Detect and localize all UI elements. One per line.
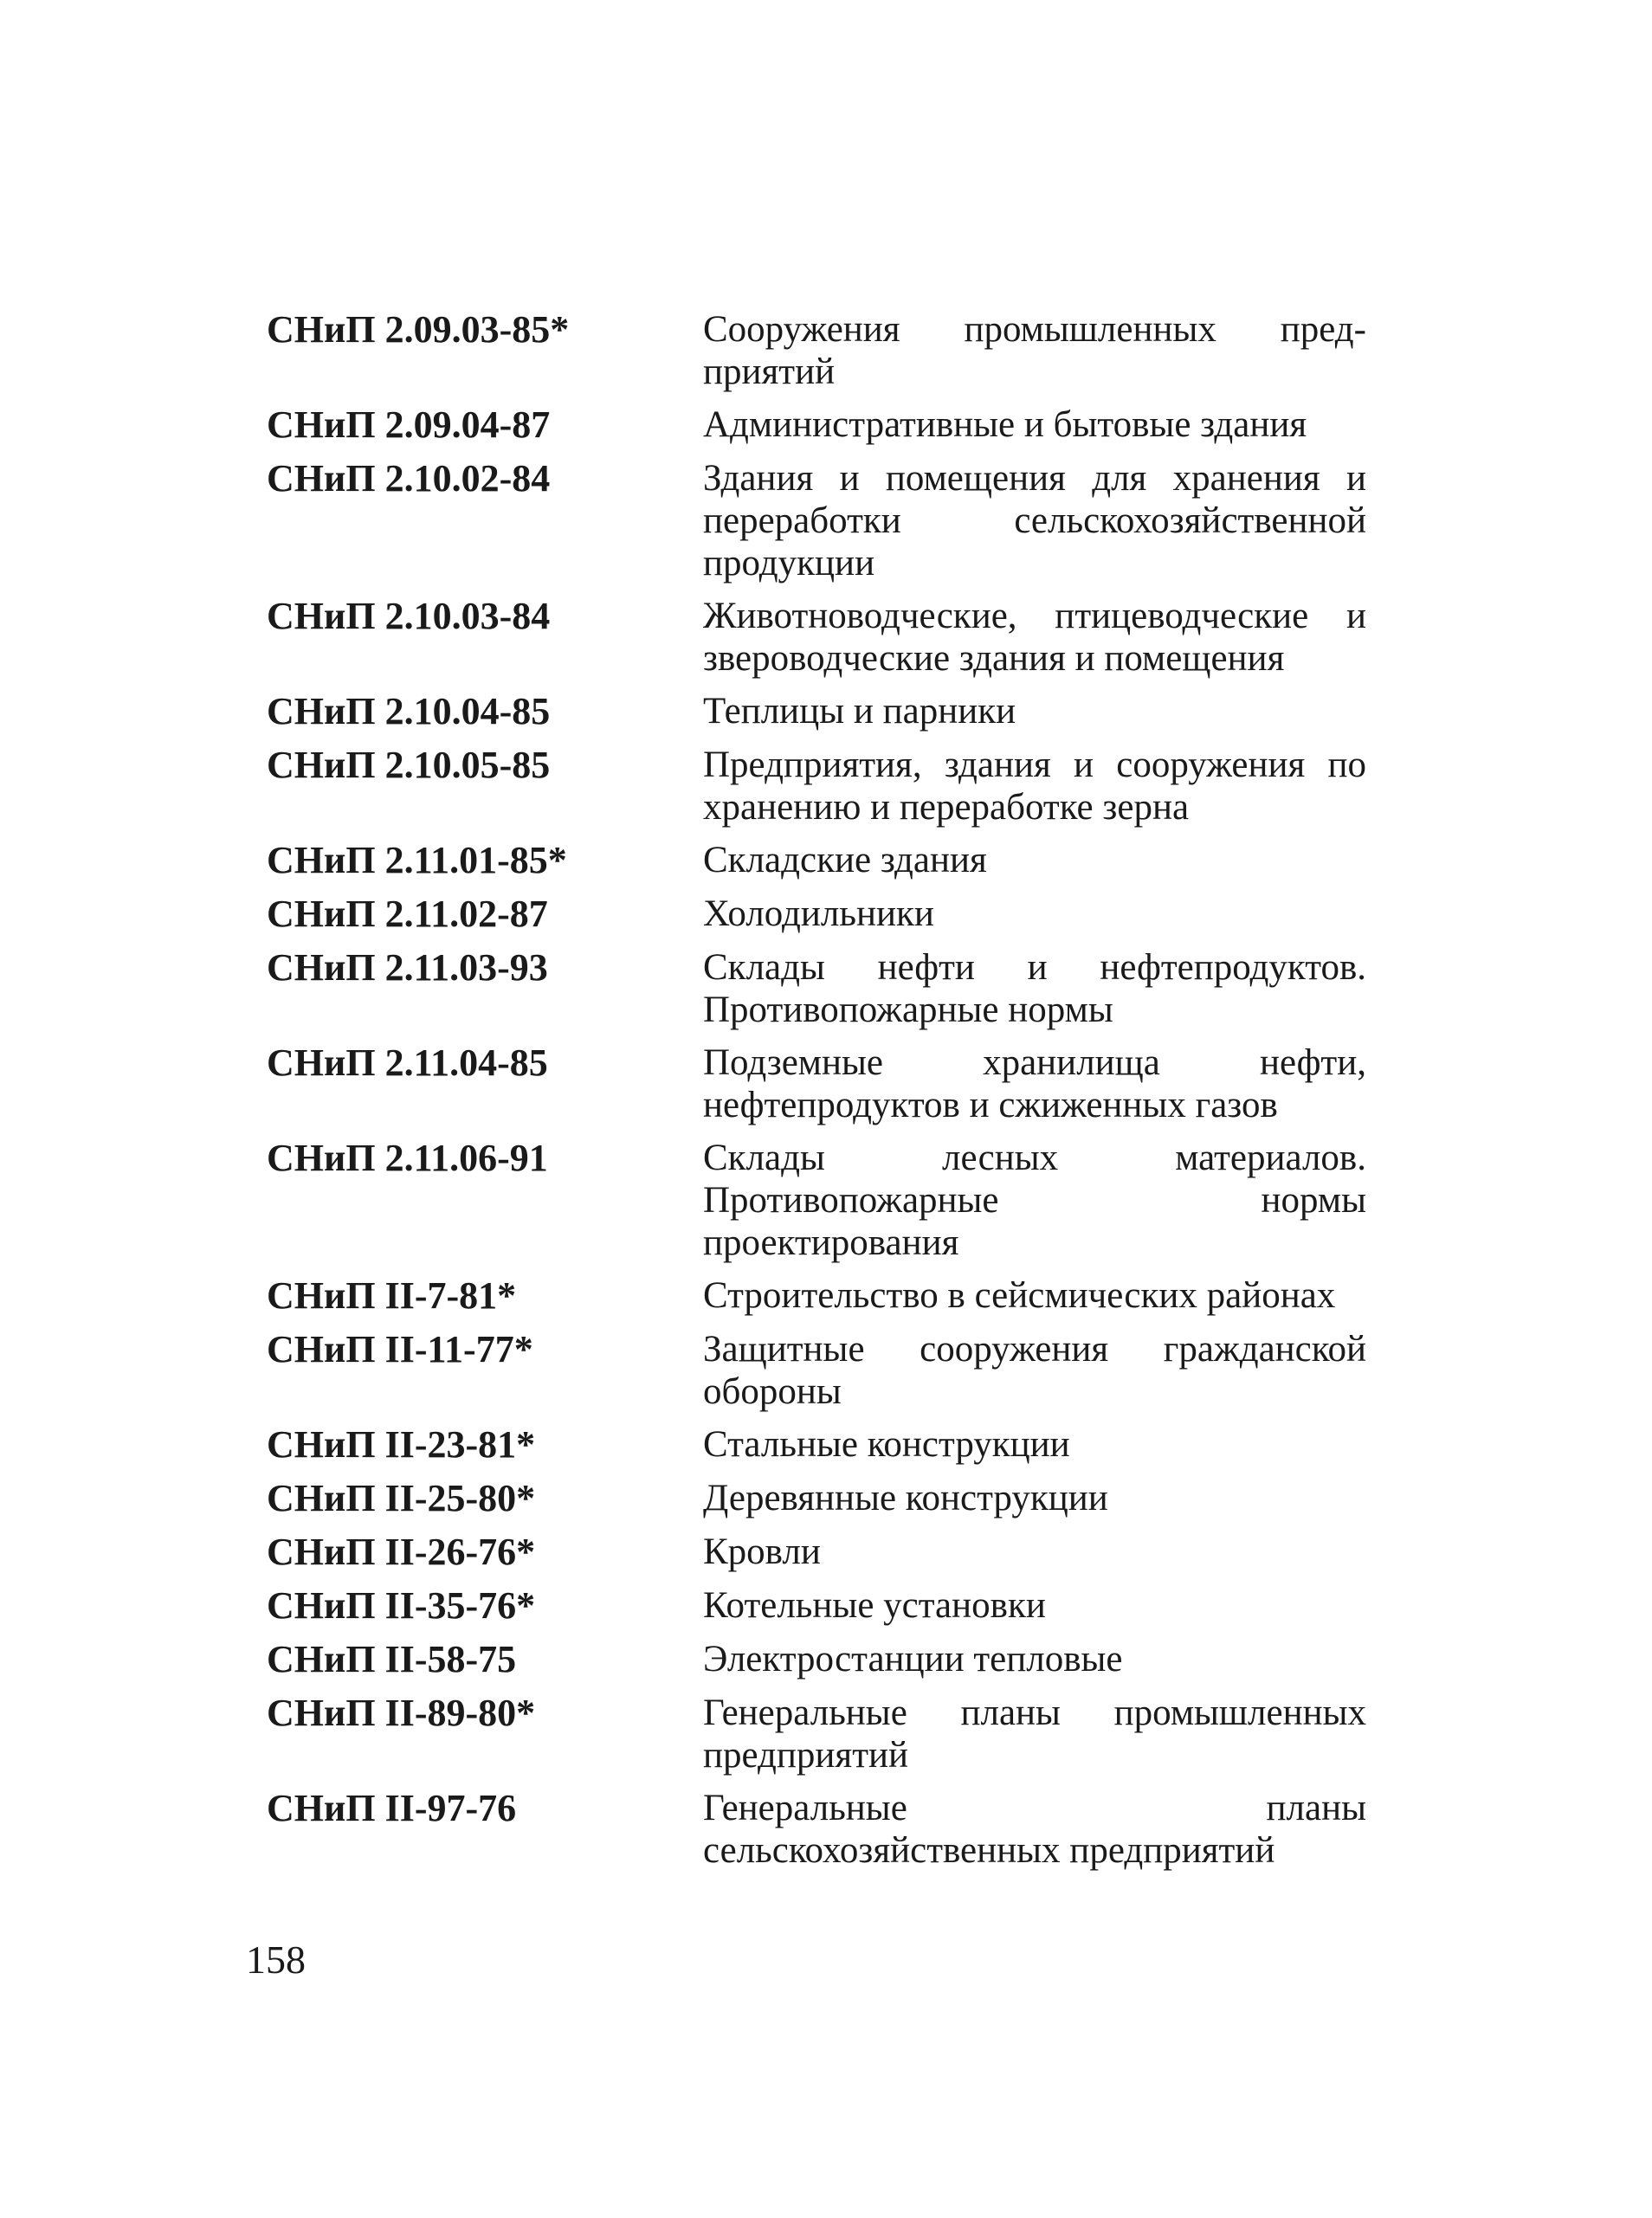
list-item [267,1274,1366,1318]
standard-title: Генеральные планы сельскохозяйственных предприятий [703,1788,1366,1871]
standard-code: СНиП II-26-76* [267,1531,536,1573]
standard-title: Защитные сооружения гражданской обороны [703,1329,1366,1412]
standard-code: СНиП 2.09.04-87 [267,403,551,446]
standard-title: Котельные установки [703,1585,1046,1626]
standard-title: Холодильники [703,893,934,934]
list-item [267,1328,1366,1413]
standard-code: СНиП 2.09.03-85* [267,308,570,351]
standard-code: СНиП 2.10.03-84 [267,595,551,637]
standard-code: СНиП 2.11.06-91 [267,1137,548,1179]
list-item [267,1638,1366,1681]
standard-code: СНиП 2.11.03-93 [267,946,548,989]
standard-title: Склады лесных материалов. Противопожарные нормы проектирования [703,1138,1366,1263]
standard-code: СНиП II-23-81* [267,1423,536,1466]
standard-code: СНиП 2.11.01-85* [267,839,567,881]
standard-title: Электростанции тепловые [703,1639,1123,1680]
list-item [267,1137,1366,1264]
standard-title: Административные и бытовые здания [703,404,1307,445]
standard-title: Подземные хранилища нефти, нефтепродуктов и сжиженных газов [703,1042,1366,1125]
list-item [267,1584,1366,1628]
list-item [267,839,1366,882]
standards-list [267,308,1366,1882]
standard-code: СНиП II-89-80* [267,1692,536,1734]
list-item [267,1041,1366,1126]
list-item [267,1477,1366,1520]
list-item [267,893,1366,936]
standard-code: СНиП II-35-76* [267,1584,536,1627]
standard-code: СНиП II-25-80* [267,1477,536,1519]
list-item [267,1692,1366,1776]
list-item [267,308,1366,393]
standard-code: СНиП II-58-75 [267,1638,517,1680]
standard-title: Кровли [703,1531,821,1572]
list-item [267,1423,1366,1467]
list-item [267,690,1366,733]
standard-title: Строительство в сейсмических районах [703,1275,1336,1316]
standard-code: СНиП II-11-77* [267,1328,533,1370]
standard-title: Животноводческие, птицеводческие и звероводческие здания и помещения [703,596,1366,679]
standard-title: Теплицы и парники [703,691,1016,732]
standard-code: СНиП 2.11.02-87 [267,893,548,935]
standard-title: Склады нефти и нефтепродуктов. Противопожарные нормы [703,947,1366,1030]
standard-code: СНиП II-7-81* [267,1274,517,1317]
standard-code: СНиП 2.10.04-85 [267,690,551,732]
list-item [267,457,1366,584]
list-item [267,1787,1366,1872]
standard-title: Складские здания [703,840,987,880]
list-item [267,1531,1366,1574]
list-item [267,595,1366,680]
standard-title: Стальные конструкции [703,1424,1070,1465]
standard-title: Предприятия, здания и сооружения по хранению и переработке зерна [703,745,1366,828]
standard-title: Генеральные планы промышленных предприятий [703,1693,1366,1776]
standard-title: Здания и помещения для хранения и переработки сельскохозяйственной продукции [703,458,1366,584]
standard-title: Сооружения промышленных пред-приятий [703,309,1366,392]
standard-code: СНиП 2.11.04-85 [267,1041,548,1084]
list-item [267,946,1366,1031]
page-number: 158 [246,1938,306,1982]
list-item [267,403,1366,447]
list-item [267,744,1366,829]
standard-code: СНиП 2.10.02-84 [267,457,551,500]
standard-code: СНиП 2.10.05-85 [267,744,551,786]
standard-title: Деревянные конструкции [703,1478,1108,1518]
standard-code: СНиП II-97-76 [267,1787,517,1829]
